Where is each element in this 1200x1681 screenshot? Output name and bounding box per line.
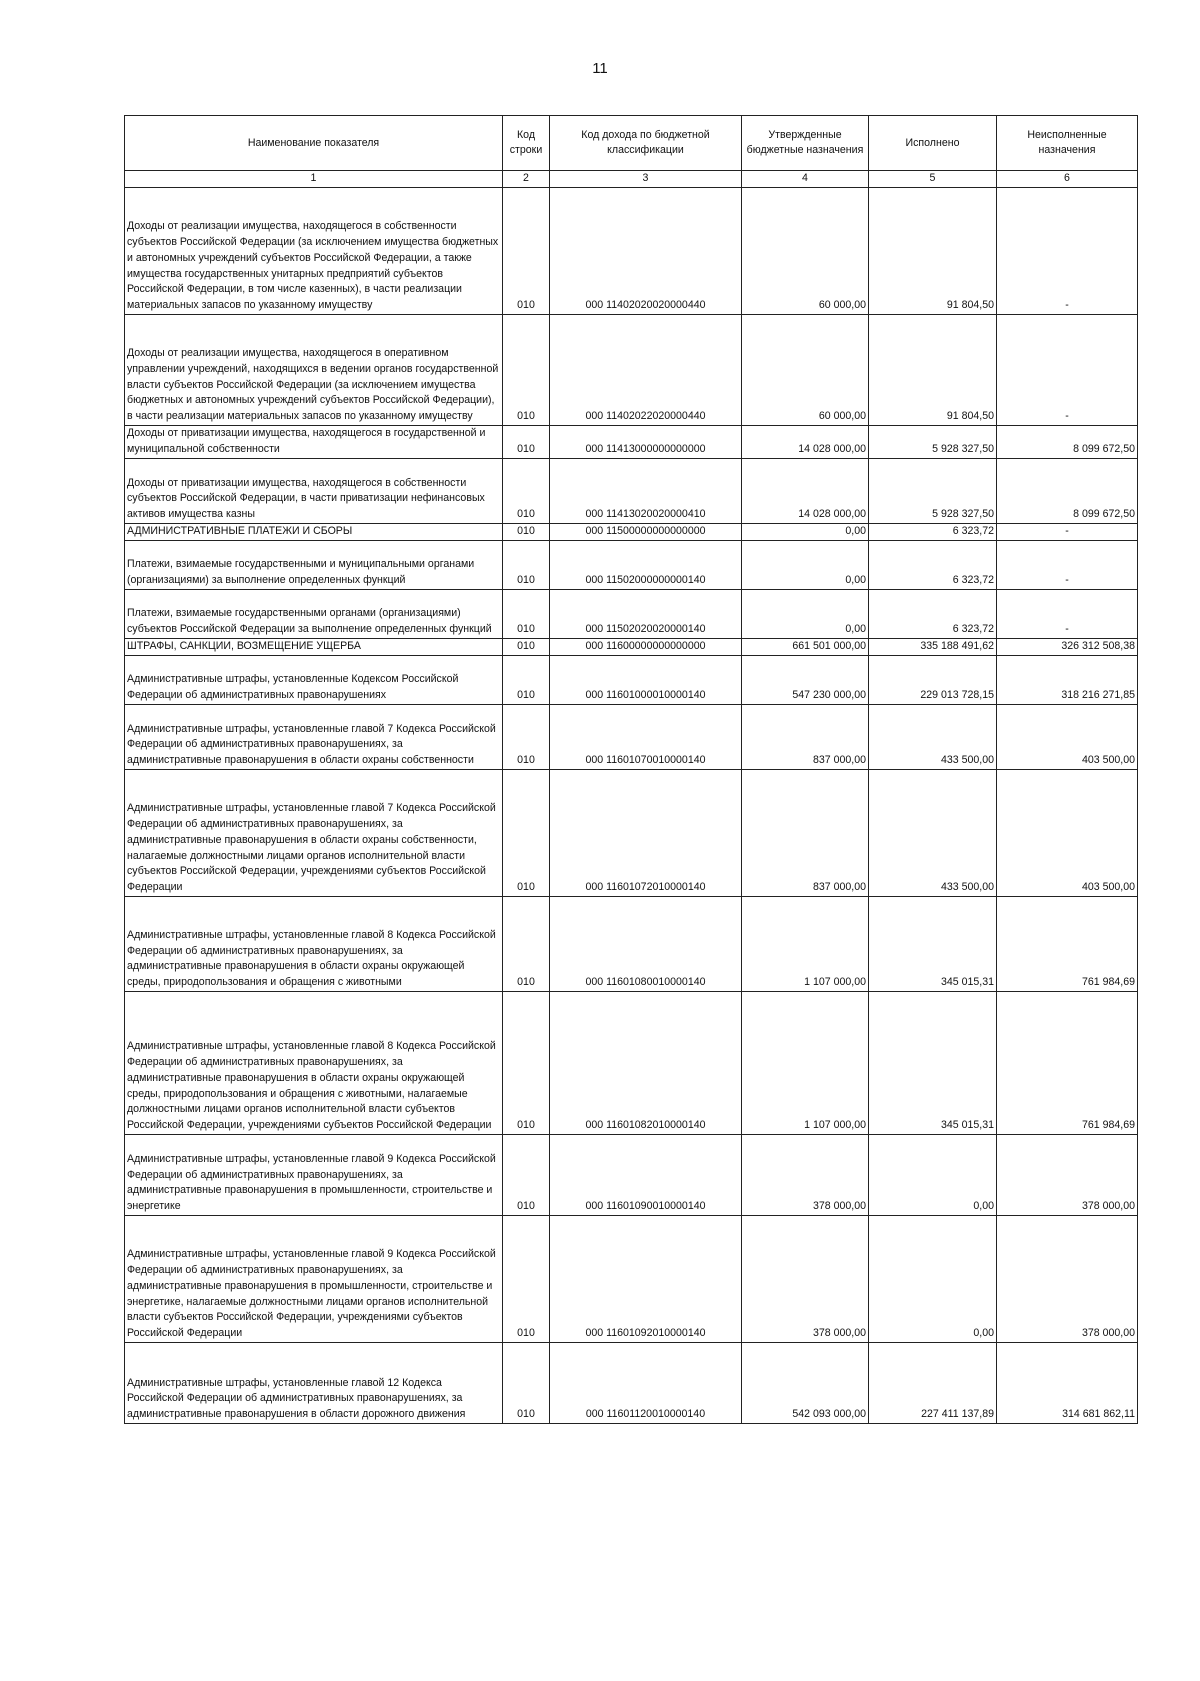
row-executed: 227 411 137,89 — [869, 1343, 997, 1424]
row-unexecuted: 314 681 862,11 — [997, 1343, 1138, 1424]
row-name: ШТРАФЫ, САНКЦИИ, ВОЗМЕЩЕНИЕ УЩЕРБА — [125, 639, 503, 656]
row-executed: 91 804,50 — [869, 315, 997, 426]
row-line-code: 010 — [503, 639, 550, 656]
row-approved: 14 028 000,00 — [742, 426, 869, 459]
row-unexecuted: - — [997, 315, 1138, 426]
row-line-code: 010 — [503, 524, 550, 541]
row-unexecuted: - — [997, 524, 1138, 541]
row-line-code: 010 — [503, 426, 550, 459]
row-line-code: 010 — [503, 1216, 550, 1343]
row-unexecuted: - — [997, 188, 1138, 315]
table-row — [125, 188, 1138, 315]
row-name: Доходы от приватизации имущества, находящегося в государственной и муниципальной собственности — [125, 426, 503, 459]
row-executed: 5 928 327,50 — [869, 426, 997, 459]
row-executed: 229 013 728,15 — [869, 656, 997, 705]
row-unexecuted: 403 500,00 — [997, 770, 1138, 897]
row-name: Административные штрафы, установленные главой 8 Кодекса Российской Федерации об административных правонарушениях, за административные правонарушения в области охраны окружающей среды, природопользования и обращения с животными — [125, 897, 503, 992]
row-budget-code: 000 11601082010000140 — [550, 992, 742, 1135]
row-name: Административные штрафы, установленные главой 7 Кодекса Российской Федерации об административных правонарушениях, за административные правонарушения в области охраны собственности, налагаемые должностными лицами органов исполнительной власти субъектов Российской Федерации, учреждениями субъектов Российской Федерации — [125, 770, 503, 897]
header-budget-code: Код дохода по бюджетной классификации — [550, 116, 742, 171]
row-approved: 837 000,00 — [742, 705, 869, 770]
row-name: Доходы от реализации имущества, находящегося в собственности субъектов Российской Федерации (за исключением имущества бюджетных и автономных учреждений субъектов Российской Федерации, а также имущества государственных унитарных предприятий субъектов Российской Федерации, в том числе казенных), в части реализации материальных запасов по указанному имуществу — [125, 188, 503, 315]
row-executed: 335 188 491,62 — [869, 639, 997, 656]
row-budget-code: 000 11601070010000140 — [550, 705, 742, 770]
column-number: 5 — [869, 171, 997, 188]
row-budget-code: 000 11600000000000000 — [550, 639, 742, 656]
row-executed: 6 323,72 — [869, 590, 997, 639]
row-approved: 378 000,00 — [742, 1135, 869, 1216]
row-name: Административные штрафы, установленные главой 9 Кодекса Российской Федерации об административных правонарушениях, за административные правонарушения в промышленности, строительстве и энергетике — [125, 1135, 503, 1216]
table-row — [125, 524, 1138, 541]
row-budget-code: 000 11601000010000140 — [550, 656, 742, 705]
row-name: Административные штрафы, установленные главой 12 Кодекса Российской Федерации об административных правонарушениях, за административные правонарушения в области дорожного движения — [125, 1343, 503, 1424]
column-number: 4 — [742, 171, 869, 188]
row-name: Административные штрафы, установленные Кодексом Российской Федерации об административных правонарушениях — [125, 656, 503, 705]
row-name: Административные штрафы, установленные главой 8 Кодекса Российской Федерации об административных правонарушениях, за административные правонарушения в области охраны окружающей среды, природопользования и обращения с животными, налагаемые должностными лицами органов исполнительной власти субъектов Российской Федерации, учреждениями субъектов Российской Федерации — [125, 992, 503, 1135]
row-unexecuted: 403 500,00 — [997, 705, 1138, 770]
row-approved: 0,00 — [742, 590, 869, 639]
revenue-report-table — [124, 115, 1138, 1424]
row-budget-code: 000 11601072010000140 — [550, 770, 742, 897]
row-unexecuted: 761 984,69 — [997, 897, 1138, 992]
table-row — [125, 656, 1138, 705]
row-approved: 837 000,00 — [742, 770, 869, 897]
table-row — [125, 590, 1138, 639]
row-budget-code: 000 11413020020000410 — [550, 459, 742, 524]
header-unexecuted: Неисполненные назначения — [997, 116, 1138, 171]
row-line-code: 010 — [503, 656, 550, 705]
row-executed: 5 928 327,50 — [869, 459, 997, 524]
row-executed: 345 015,31 — [869, 897, 997, 992]
row-budget-code: 000 11601090010000140 — [550, 1135, 742, 1216]
row-budget-code: 000 11413000000000000 — [550, 426, 742, 459]
row-name: Доходы от приватизации имущества, находящегося в собственности субъектов Российской Федерации, в части приватизации нефинансовых активов имущества казны — [125, 459, 503, 524]
row-budget-code: 000 11601120010000140 — [550, 1343, 742, 1424]
row-unexecuted: 761 984,69 — [997, 992, 1138, 1135]
row-approved: 542 093 000,00 — [742, 1343, 869, 1424]
row-name: Административные штрафы, установленные главой 7 Кодекса Российской Федерации об административных правонарушениях, за административные правонарушения в области охраны собственности — [125, 705, 503, 770]
column-number: 2 — [503, 171, 550, 188]
column-number-row — [125, 171, 1138, 188]
row-budget-code: 000 11502000000000140 — [550, 541, 742, 590]
row-executed: 6 323,72 — [869, 524, 997, 541]
table-row — [125, 459, 1138, 524]
row-unexecuted: 318 216 271,85 — [997, 656, 1138, 705]
row-line-code: 010 — [503, 188, 550, 315]
row-approved: 14 028 000,00 — [742, 459, 869, 524]
row-executed: 91 804,50 — [869, 188, 997, 315]
row-name: Доходы от реализации имущества, находящегося в оперативном управлении учреждений, находящихся в ведении органов государственной власти субъектов Российской Федерации (за исключением имущества бюджетных и автономных учреждений субъектов Российской Федерации), в части реализации материальных запасов по указанному имуществу — [125, 315, 503, 426]
row-budget-code: 000 11601092010000140 — [550, 1216, 742, 1343]
row-unexecuted: 326 312 508,38 — [997, 639, 1138, 656]
row-line-code: 010 — [503, 705, 550, 770]
column-number: 3 — [550, 171, 742, 188]
row-unexecuted: 378 000,00 — [997, 1216, 1138, 1343]
row-unexecuted: 8 099 672,50 — [997, 426, 1138, 459]
header-row — [125, 116, 1138, 171]
row-unexecuted: - — [997, 541, 1138, 590]
row-approved: 1 107 000,00 — [742, 992, 869, 1135]
table-row — [125, 992, 1138, 1135]
row-budget-code: 000 11402020020000440 — [550, 188, 742, 315]
row-line-code: 010 — [503, 1135, 550, 1216]
row-unexecuted: 378 000,00 — [997, 1135, 1138, 1216]
row-line-code: 010 — [503, 590, 550, 639]
table-row — [125, 315, 1138, 426]
row-executed: 345 015,31 — [869, 992, 997, 1135]
row-name: АДМИНИСТРАТИВНЫЕ ПЛАТЕЖИ И СБОРЫ — [125, 524, 503, 541]
row-executed: 0,00 — [869, 1216, 997, 1343]
row-line-code: 010 — [503, 459, 550, 524]
row-executed: 6 323,72 — [869, 541, 997, 590]
row-approved: 661 501 000,00 — [742, 639, 869, 656]
header-approved: Утвержденные бюджетные назначения — [742, 116, 869, 171]
row-line-code: 010 — [503, 897, 550, 992]
table-row — [125, 1135, 1138, 1216]
row-line-code: 010 — [503, 315, 550, 426]
row-line-code: 010 — [503, 1343, 550, 1424]
table-row — [125, 705, 1138, 770]
table-row — [125, 1343, 1138, 1424]
report-body — [125, 188, 1138, 1424]
row-executed: 433 500,00 — [869, 705, 997, 770]
row-line-code: 010 — [503, 541, 550, 590]
row-unexecuted: 8 099 672,50 — [997, 459, 1138, 524]
row-executed: 433 500,00 — [869, 770, 997, 897]
row-name: Платежи, взимаемые государственными и муниципальными органами (организациями) за выполнение определенных функций — [125, 541, 503, 590]
row-name: Платежи, взимаемые государственными органами (организациями) субъектов Российской Федерации за выполнение определенных функций — [125, 590, 503, 639]
column-number: 1 — [125, 171, 503, 188]
row-budget-code: 000 11500000000000000 — [550, 524, 742, 541]
row-budget-code: 000 11502020020000140 — [550, 590, 742, 639]
column-number: 6 — [997, 171, 1138, 188]
table-row — [125, 770, 1138, 897]
table-row — [125, 639, 1138, 656]
header-executed: Исполнено — [869, 116, 997, 171]
row-unexecuted: - — [997, 590, 1138, 639]
row-line-code: 010 — [503, 770, 550, 897]
row-approved: 0,00 — [742, 541, 869, 590]
table-row — [125, 541, 1138, 590]
row-approved: 60 000,00 — [742, 188, 869, 315]
row-approved: 0,00 — [742, 524, 869, 541]
page-number: 11 — [592, 60, 608, 77]
row-approved: 60 000,00 — [742, 315, 869, 426]
row-line-code: 010 — [503, 992, 550, 1135]
row-budget-code: 000 11402022020000440 — [550, 315, 742, 426]
table-row — [125, 897, 1138, 992]
table-row — [125, 426, 1138, 459]
row-name: Административные штрафы, установленные главой 9 Кодекса Российской Федерации об административных правонарушениях, за административные правонарушения в промышленности, строительстве и энергетике, налагаемые должностными лицами органов исполнительной власти субъектов Российской Федерации, учреждениями субъектов Российской Федерации — [125, 1216, 503, 1343]
table-row — [125, 1216, 1138, 1343]
row-budget-code: 000 11601080010000140 — [550, 897, 742, 992]
row-approved: 1 107 000,00 — [742, 897, 869, 992]
row-approved: 378 000,00 — [742, 1216, 869, 1343]
row-executed: 0,00 — [869, 1135, 997, 1216]
row-approved: 547 230 000,00 — [742, 656, 869, 705]
header-line-code: Код строки — [503, 116, 550, 171]
header-indicator-name: Наименование показателя — [125, 116, 503, 171]
